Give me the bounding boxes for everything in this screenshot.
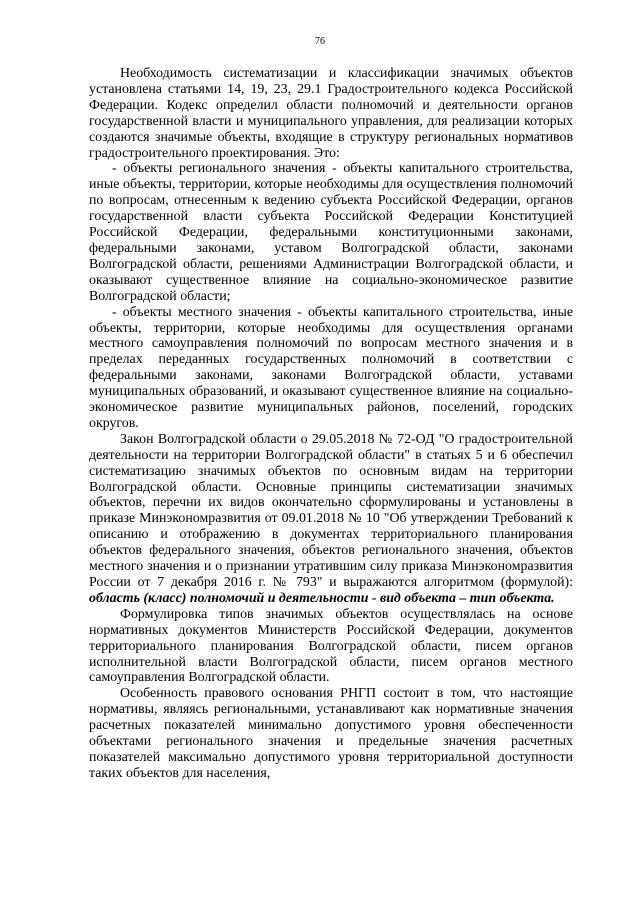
list-item-local-objects: - объекты местного значения - объекты капитального строительства, иные объекты, территории, которые необходимы для осуществления органами местного самоуправления полномочий по вопросам местного значения и в пределах переданных государственных полномочий в соответствии с федеральными законами, законами Волгоградской области, уставами муниципальных образований, и оказывают существенное влияние на социально-экономическое развитие муниципальных районов, поселений, городских округов. — [89, 304, 573, 431]
paragraph-formulation: Формулировка типов значимых объектов осуществлялась на основе нормативных документов Министерств Российской Федерации, документов территориального планирования Волгоградской области, писем органов исполнительной власти Волгоградской области, писем органов местного самоуправления Волгоградской области. — [89, 606, 573, 686]
list-item-regional-objects: - объекты регионального значения - объекты капитального строительства, иные объекты, территории, которые необходимы для осуществления полномочий по вопросам, отнесенным к ведению субъекта Российской Федерации, органов государственной власти субъекта Российской Федерации Конституцией Российской Федерации, федеральными конституционными законами, федеральными законами, уставом Волгоградской области, законами Волгоградской области, решениями Администрации Волгоградской области, и оказывают существенное влияние на социально-экономическое развитие Волгоградской области; — [89, 161, 573, 304]
page-number: 76 — [315, 36, 325, 47]
paragraph-law — [89, 432, 573, 607]
paragraph-legal-basis: Особенность правового основания РНГП состоит в том, что настоящие нормативы, являясь региональными, устанавливают как нормативные значения расчетных показателей минимально допустимого уровня обеспеченности объектами регионального значения и предельные значения расчетных показателей максимально допустимого уровня территориальной доступности таких объектов для населения, — [89, 686, 573, 781]
paragraph-intro: Необходимость систематизации и классификации значимых объектов установлена статьями 14, 19, 23, 29.1 Градостроительного кодекса Российской Федерации. Кодекс определил области полномочий и деятельности органов государственной власти и муниципального управления, для реализации которых создаются значимые объекты, входящие в структуру региональных нормативов градостроительного проектирования. Это: — [89, 66, 573, 161]
paragraph-law-text: Закон Волгоградской области о 29.05.2018 № 72-ОД "О градостроительной деятельности на территории Волгоградской области" в статьях 5 и 6 обеспечил систематизацию значимых объектов по основным видам на территории Волгоградской области. Основные принципы систематизации значимых объектов, перечни их видов окончательно сформулированы и установлены в приказе Минэкономразвития от 09.01.2018 № 10 "Об утверждении Требований к описанию и отображению в документах территориального планирования объектов федерального значения, объектов регионального значения, объектов местного значения и о признании утратившим силу приказа Минэкономразвития России от 7 декабря 2016 г. № 793" и выражаются алгоритмом (формулой): — [89, 431, 573, 590]
document-body — [89, 66, 573, 782]
formula-emphasis: область (класс) полномочий и деятельности - вид объекта – тип объекта. — [89, 590, 555, 606]
